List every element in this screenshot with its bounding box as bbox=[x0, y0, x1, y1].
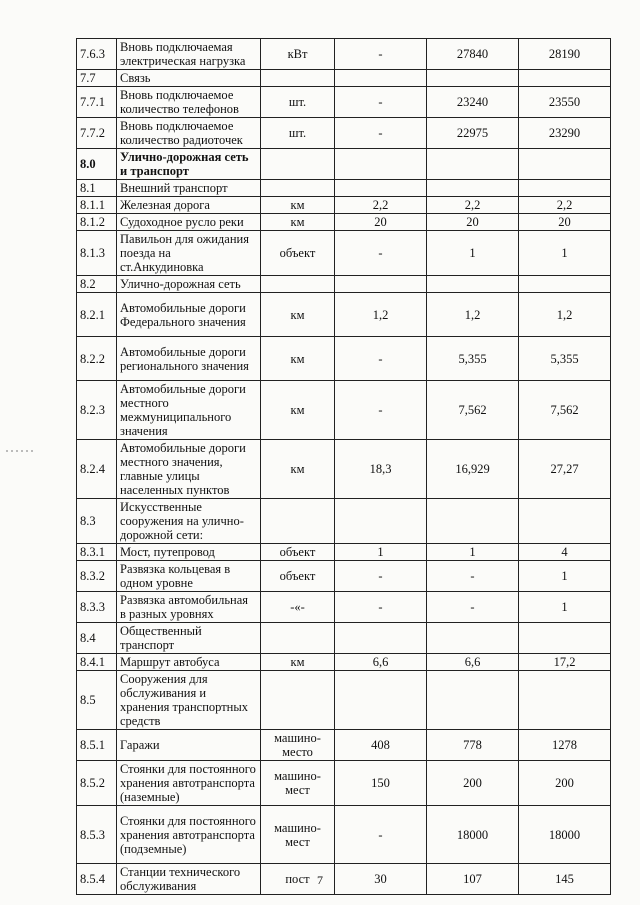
row-value-3: 2,2 bbox=[519, 197, 611, 214]
row-unit: объект bbox=[261, 544, 335, 561]
table-row bbox=[77, 39, 611, 70]
table-row bbox=[77, 806, 611, 864]
row-value-2: 2,2 bbox=[427, 197, 519, 214]
table-row bbox=[77, 149, 611, 180]
table-row bbox=[77, 761, 611, 806]
row-value-1: - bbox=[335, 806, 427, 864]
row-name: Автомобильные дороги местного межмуниципального значения bbox=[117, 381, 261, 440]
row-value-2: 5,355 bbox=[427, 337, 519, 381]
row-number: 8.1.1 bbox=[77, 197, 117, 214]
row-value-2: 107 bbox=[427, 864, 519, 895]
row-unit: шт. bbox=[261, 118, 335, 149]
table-row bbox=[77, 70, 611, 87]
row-name: Станции технического обслуживания bbox=[117, 864, 261, 895]
row-number: 8.3 bbox=[77, 499, 117, 544]
row-value-1: - bbox=[335, 381, 427, 440]
row-name: Вновь подключаемая электрическая нагрузка bbox=[117, 39, 261, 70]
row-value-1 bbox=[335, 149, 427, 180]
row-value-2: 27840 bbox=[427, 39, 519, 70]
row-value-2: 18000 bbox=[427, 806, 519, 864]
row-value-3: 200 bbox=[519, 761, 611, 806]
row-value-1: 150 bbox=[335, 761, 427, 806]
row-value-2 bbox=[427, 180, 519, 197]
row-unit: км bbox=[261, 440, 335, 499]
row-value-3: 27,27 bbox=[519, 440, 611, 499]
row-unit bbox=[261, 149, 335, 180]
row-value-1: 6,6 bbox=[335, 654, 427, 671]
row-number: 8.3.3 bbox=[77, 592, 117, 623]
row-name: Связь bbox=[117, 70, 261, 87]
table-row bbox=[77, 180, 611, 197]
row-unit bbox=[261, 276, 335, 293]
row-number: 8.1.3 bbox=[77, 231, 117, 276]
row-number: 8.3.2 bbox=[77, 561, 117, 592]
row-value-3 bbox=[519, 180, 611, 197]
table-row bbox=[77, 544, 611, 561]
row-value-2: 23240 bbox=[427, 87, 519, 118]
row-number: 7.7.1 bbox=[77, 87, 117, 118]
row-number: 8.5.3 bbox=[77, 806, 117, 864]
row-number: 8.5 bbox=[77, 671, 117, 730]
row-number: 8.5.2 bbox=[77, 761, 117, 806]
row-name: Мост, путепровод bbox=[117, 544, 261, 561]
table-row bbox=[77, 87, 611, 118]
row-value-2: 7,562 bbox=[427, 381, 519, 440]
table-row bbox=[77, 337, 611, 381]
indicators-table bbox=[76, 38, 611, 895]
row-unit bbox=[261, 499, 335, 544]
row-unit bbox=[261, 70, 335, 87]
row-unit: км bbox=[261, 381, 335, 440]
row-unit: кВт bbox=[261, 39, 335, 70]
row-number: 7.7.2 bbox=[77, 118, 117, 149]
row-name: Судоходное русло реки bbox=[117, 214, 261, 231]
row-value-1: 30 bbox=[335, 864, 427, 895]
row-name: Автомобильные дороги регионального значения bbox=[117, 337, 261, 381]
row-value-3 bbox=[519, 499, 611, 544]
table-row bbox=[77, 623, 611, 654]
row-value-1: 18,3 bbox=[335, 440, 427, 499]
row-name: Павильон для ожидания поезда на ст.Анкудиновка bbox=[117, 231, 261, 276]
row-unit: км bbox=[261, 214, 335, 231]
row-number: 8.2.2 bbox=[77, 337, 117, 381]
row-value-3 bbox=[519, 276, 611, 293]
row-value-2: - bbox=[427, 561, 519, 592]
row-value-3: 17,2 bbox=[519, 654, 611, 671]
row-value-3: 1 bbox=[519, 592, 611, 623]
row-value-3: 1 bbox=[519, 561, 611, 592]
row-unit: машино-мест bbox=[261, 806, 335, 864]
row-unit bbox=[261, 180, 335, 197]
row-value-3: 18000 bbox=[519, 806, 611, 864]
table-body bbox=[77, 39, 611, 895]
row-number: 8.4 bbox=[77, 623, 117, 654]
row-value-3 bbox=[519, 70, 611, 87]
row-value-2: 1,2 bbox=[427, 293, 519, 337]
row-unit: машино-мест bbox=[261, 761, 335, 806]
row-value-3: 20 bbox=[519, 214, 611, 231]
row-number: 8.3.1 bbox=[77, 544, 117, 561]
row-unit: км bbox=[261, 654, 335, 671]
row-value-3 bbox=[519, 623, 611, 654]
row-value-1: - bbox=[335, 592, 427, 623]
table-row bbox=[77, 671, 611, 730]
table-row bbox=[77, 561, 611, 592]
page-number: 7 bbox=[317, 873, 323, 887]
row-name: Вновь подключаемое количество радиоточек bbox=[117, 118, 261, 149]
row-value-3: 7,562 bbox=[519, 381, 611, 440]
table-row bbox=[77, 276, 611, 293]
row-value-3: 23550 bbox=[519, 87, 611, 118]
row-value-1: - bbox=[335, 561, 427, 592]
row-unit: км bbox=[261, 293, 335, 337]
row-value-2: 22975 bbox=[427, 118, 519, 149]
row-value-3: 145 bbox=[519, 864, 611, 895]
row-name: Развязка автомобильная в разных уровнях bbox=[117, 592, 261, 623]
row-unit bbox=[261, 623, 335, 654]
row-value-1: - bbox=[335, 87, 427, 118]
row-value-1 bbox=[335, 623, 427, 654]
table-row bbox=[77, 592, 611, 623]
row-unit: машино-место bbox=[261, 730, 335, 761]
table-row bbox=[77, 499, 611, 544]
row-value-1 bbox=[335, 70, 427, 87]
row-unit: объект bbox=[261, 561, 335, 592]
row-value-1: 1 bbox=[335, 544, 427, 561]
row-name: Улично-дорожная сеть и транспорт bbox=[117, 149, 261, 180]
row-value-1 bbox=[335, 499, 427, 544]
row-value-1 bbox=[335, 180, 427, 197]
row-name: Гаражи bbox=[117, 730, 261, 761]
row-number: 8.4.1 bbox=[77, 654, 117, 671]
row-unit: км bbox=[261, 337, 335, 381]
row-name: Автомобильные дороги местного значения, главные улицы населенных пунктов bbox=[117, 440, 261, 499]
row-unit: пост bbox=[261, 864, 335, 895]
row-value-1 bbox=[335, 671, 427, 730]
row-name: Вновь подключаемое количество телефонов bbox=[117, 87, 261, 118]
row-number: 8.2 bbox=[77, 276, 117, 293]
row-value-2: 20 bbox=[427, 214, 519, 231]
row-value-2: 1 bbox=[427, 231, 519, 276]
table-row bbox=[77, 293, 611, 337]
row-number: 7.7 bbox=[77, 70, 117, 87]
row-value-3: 28190 bbox=[519, 39, 611, 70]
row-value-3: 23290 bbox=[519, 118, 611, 149]
table-row bbox=[77, 197, 611, 214]
table-row bbox=[77, 730, 611, 761]
table-row bbox=[77, 231, 611, 276]
row-value-3: 5,355 bbox=[519, 337, 611, 381]
row-name: Внешний транспорт bbox=[117, 180, 261, 197]
row-value-3 bbox=[519, 671, 611, 730]
table-row bbox=[77, 654, 611, 671]
row-value-2: 1 bbox=[427, 544, 519, 561]
row-value-2: 778 bbox=[427, 730, 519, 761]
row-value-1: 1,2 bbox=[335, 293, 427, 337]
row-value-1: - bbox=[335, 39, 427, 70]
row-value-3: 1,2 bbox=[519, 293, 611, 337]
table-row bbox=[77, 118, 611, 149]
row-name: Улично-дорожная сеть bbox=[117, 276, 261, 293]
row-value-2: 200 bbox=[427, 761, 519, 806]
row-number: 8.2.3 bbox=[77, 381, 117, 440]
row-value-3 bbox=[519, 149, 611, 180]
row-value-1: 408 bbox=[335, 730, 427, 761]
row-name: Общественный транспорт bbox=[117, 623, 261, 654]
row-name: Сооружения для обслуживания и хранения транспортных средств bbox=[117, 671, 261, 730]
row-unit: -«- bbox=[261, 592, 335, 623]
row-value-2: 6,6 bbox=[427, 654, 519, 671]
row-value-2 bbox=[427, 276, 519, 293]
row-number: 8.0 bbox=[77, 149, 117, 180]
row-value-1: - bbox=[335, 337, 427, 381]
row-value-1: 2,2 bbox=[335, 197, 427, 214]
row-number: 7.6.3 bbox=[77, 39, 117, 70]
row-unit: объект bbox=[261, 231, 335, 276]
row-name: Развязка кольцевая в одном уровне bbox=[117, 561, 261, 592]
row-value-2 bbox=[427, 70, 519, 87]
row-value-1: - bbox=[335, 118, 427, 149]
row-value-2 bbox=[427, 623, 519, 654]
row-value-1 bbox=[335, 276, 427, 293]
row-value-2 bbox=[427, 671, 519, 730]
table-row bbox=[77, 440, 611, 499]
scan-speck bbox=[6, 450, 34, 452]
row-value-2: - bbox=[427, 592, 519, 623]
row-unit: км bbox=[261, 197, 335, 214]
row-number: 8.1.2 bbox=[77, 214, 117, 231]
row-number: 8.2.4 bbox=[77, 440, 117, 499]
row-name: Маршрут автобуса bbox=[117, 654, 261, 671]
row-name: Стоянки для постоянного хранения автотранспорта (наземные) bbox=[117, 761, 261, 806]
table-row bbox=[77, 381, 611, 440]
row-name: Стоянки для постоянного хранения автотранспорта (подземные) bbox=[117, 806, 261, 864]
row-value-2 bbox=[427, 149, 519, 180]
row-value-3: 1278 bbox=[519, 730, 611, 761]
row-number: 8.5.4 bbox=[77, 864, 117, 895]
row-number: 8.2.1 bbox=[77, 293, 117, 337]
row-number: 8.1 bbox=[77, 180, 117, 197]
row-value-3: 4 bbox=[519, 544, 611, 561]
row-value-3: 1 bbox=[519, 231, 611, 276]
row-value-2: 16,929 bbox=[427, 440, 519, 499]
row-name: Искусственные сооружения на улично-дорожной сети: bbox=[117, 499, 261, 544]
row-value-1: - bbox=[335, 231, 427, 276]
row-unit bbox=[261, 671, 335, 730]
table-row bbox=[77, 214, 611, 231]
row-value-2 bbox=[427, 499, 519, 544]
row-value-1: 20 bbox=[335, 214, 427, 231]
row-name: Железная дорога bbox=[117, 197, 261, 214]
row-unit: шт. bbox=[261, 87, 335, 118]
row-number: 8.5.1 bbox=[77, 730, 117, 761]
row-name: Автомобильные дороги Федерального значения bbox=[117, 293, 261, 337]
